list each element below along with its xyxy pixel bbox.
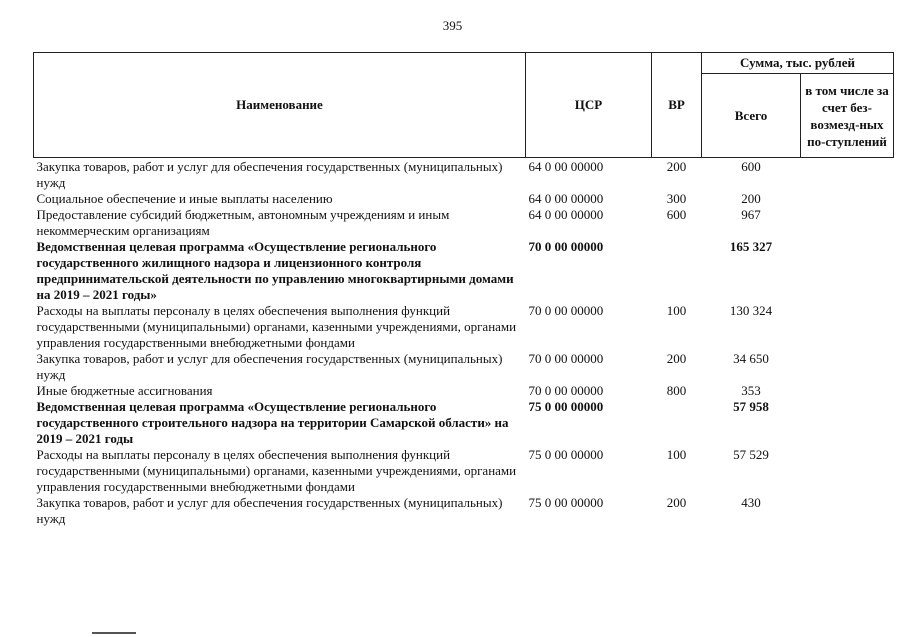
row-name: Закупка товаров, работ и услуг для обеспечения государственных (муниципальных) нужд — [36, 351, 503, 382]
row-vr: 100 — [666, 303, 687, 318]
row-vr: 300 — [666, 191, 687, 206]
row-vr: 200 — [666, 495, 687, 510]
row-gratuitous — [801, 191, 894, 207]
budget-table — [33, 52, 894, 527]
table-row — [34, 447, 894, 495]
row-gratuitous — [801, 399, 894, 447]
table-row — [34, 158, 894, 192]
row-vr — [652, 399, 702, 447]
table-body — [34, 158, 894, 528]
row-gratuitous — [801, 207, 894, 239]
row-csr: 64 0 00 00000 — [528, 159, 604, 174]
row-gratuitous — [801, 383, 894, 399]
table-row — [34, 207, 894, 239]
table-row — [34, 351, 894, 383]
row-name: Закупка товаров, работ и услуг для обеспечения государственных (муниципальных) нужд — [36, 159, 503, 190]
row-csr: 70 0 00 00000 — [528, 303, 604, 318]
row-vr: 100 — [666, 447, 687, 462]
row-csr: 75 0 00 00000 — [528, 495, 604, 510]
table-row — [34, 239, 894, 303]
row-name: Предоставление субсидий бюджетным, автономным учреждениям и иным некоммерческим организациям — [36, 207, 450, 238]
row-total: 600 — [741, 159, 761, 174]
table-row — [34, 303, 894, 351]
table-row — [34, 191, 894, 207]
row-vr: 200 — [666, 351, 687, 366]
row-csr: 70 0 00 00000 — [528, 383, 604, 398]
row-vr — [652, 239, 702, 303]
row-vr: 600 — [666, 207, 687, 222]
row-vr: 200 — [666, 159, 687, 174]
header-name: Наименование — [34, 53, 526, 158]
row-total: 34 650 — [733, 351, 769, 366]
row-csr: 75 0 00 00000 — [528, 447, 604, 462]
page-number: 395 — [442, 18, 463, 33]
header-total: Всего — [702, 74, 801, 158]
row-total: 165 327 — [729, 239, 773, 254]
row-name: Социальное обеспечение и иные выплаты населению — [36, 191, 333, 206]
row-total: 200 — [741, 191, 761, 206]
row-gratuitous — [801, 303, 894, 351]
row-total: 353 — [741, 383, 761, 398]
header-csr: ЦСР — [526, 53, 652, 158]
row-csr: 75 0 00 00000 — [528, 399, 604, 414]
header-gratuitous: в том числе за счет без-возмезд-ных по-ступлений — [801, 74, 894, 158]
header-vr: ВР — [652, 53, 702, 158]
row-name: Иные бюджетные ассигнования — [36, 383, 213, 398]
row-name: Ведомственная целевая программа «Осуществление регионального государственного строительного надзора на территории Самарской области» на 2019 – 2021 годы — [36, 399, 509, 446]
row-total: 967 — [741, 207, 761, 222]
bottom-mark — [92, 632, 136, 634]
row-gratuitous — [801, 239, 894, 303]
row-vr: 800 — [666, 383, 687, 398]
header-sum: Сумма, тыс. рублей — [702, 53, 894, 74]
row-total: 57 958 — [733, 399, 769, 414]
row-total: 430 — [741, 495, 761, 510]
row-csr: 70 0 00 00000 — [528, 239, 604, 254]
table-row — [34, 399, 894, 447]
row-csr: 64 0 00 00000 — [528, 191, 604, 206]
row-gratuitous — [801, 158, 894, 192]
row-gratuitous — [801, 495, 894, 527]
table-row — [34, 495, 894, 527]
row-total: 130 324 — [729, 303, 773, 318]
row-gratuitous — [801, 351, 894, 383]
table-row — [34, 383, 894, 399]
row-name: Закупка товаров, работ и услуг для обеспечения государственных (муниципальных) нужд — [36, 495, 503, 526]
row-name: Ведомственная целевая программа «Осуществление регионального государственного жилищного надзора и лицензионного контроля предпринимательской деятельности по управлению многоквартирными домами на 2019 – 2021 годы» — [36, 239, 514, 302]
row-name: Расходы на выплаты персоналу в целях обеспечения выполнения функций государственными (муниципальными) органами, казенными учреждениями, органами управления государственными внебюджетными фондами — [36, 303, 517, 350]
row-total: 57 529 — [733, 447, 769, 462]
row-gratuitous — [801, 447, 894, 495]
row-name: Расходы на выплаты персоналу в целях обеспечения выполнения функций государственными (муниципальными) органами, казенными учреждениями, органами управления государственными внебюджетными фондами — [36, 447, 517, 494]
row-csr: 70 0 00 00000 — [528, 351, 604, 366]
row-csr: 64 0 00 00000 — [528, 207, 604, 222]
